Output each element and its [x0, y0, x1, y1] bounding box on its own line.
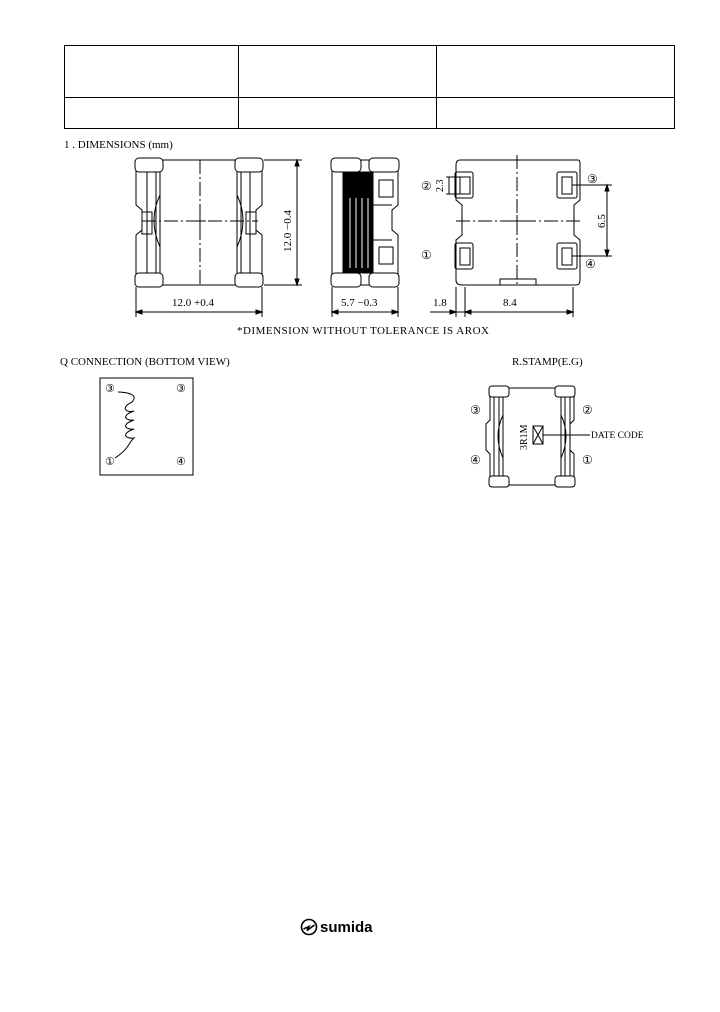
pin-label: ②	[421, 179, 432, 193]
pad-height-label: 2.3	[435, 179, 446, 192]
pad-span-label: 8.4	[503, 297, 517, 309]
pin-label: ④	[585, 257, 596, 271]
pin-label: ③	[470, 403, 481, 417]
pad-offset-label: 1.8	[433, 297, 447, 309]
date-code-label: DATE CODE	[591, 431, 644, 441]
side-view	[331, 158, 399, 287]
stamp-title: R.STAMP(E.G)	[512, 356, 583, 368]
pin-label: ①	[421, 248, 432, 262]
top-view	[135, 158, 263, 287]
pin-label: ③	[105, 383, 115, 395]
stamp-view	[486, 386, 590, 487]
sumida-logo-icon	[300, 918, 318, 936]
width-label: 12.0 +0.4	[172, 297, 214, 309]
pin-label: ③	[587, 172, 598, 186]
pin-label: ③	[176, 383, 186, 395]
sumida-logo	[300, 918, 373, 936]
pin-label: ①	[105, 456, 115, 468]
stamp-text: 3R1M	[519, 424, 530, 450]
side-width-label: 5.7 −0.3	[341, 297, 378, 309]
height-label: 12.0 −0.4	[282, 210, 294, 252]
pin-label: ④	[176, 456, 186, 468]
dimensions-title: 1 . DIMENSIONS (mm)	[64, 139, 173, 151]
bottom-view	[455, 155, 580, 285]
connection-title: Q CONNECTION (BOTTOM VIEW)	[60, 356, 230, 368]
pad-pitch-label: 6.5	[596, 214, 608, 228]
brand-name: sumida	[320, 918, 373, 936]
pin-label: ④	[470, 453, 481, 467]
pin-label: ②	[582, 403, 593, 417]
tolerance-note: *DIMENSION WITHOUT TOLERANCE IS AROX	[237, 325, 490, 337]
pin-label: ①	[582, 453, 593, 467]
